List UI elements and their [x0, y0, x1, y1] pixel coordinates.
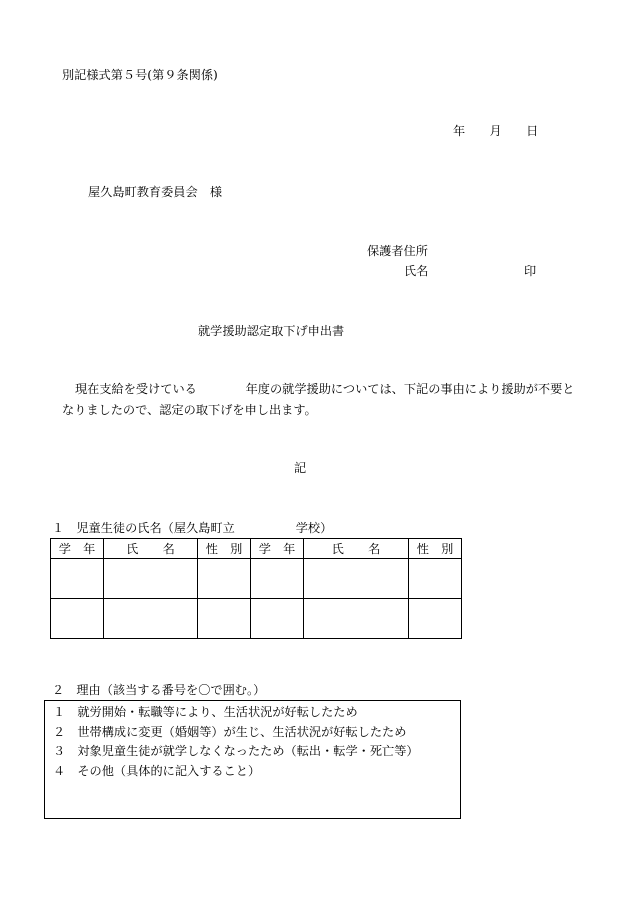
reason-box: [44, 700, 461, 819]
section1-heading: １ 児童生徒の氏名（屋久島町立 学校）: [52, 521, 333, 535]
table-row: [51, 599, 462, 639]
document-title: 就学援助認定取下げ申出書: [198, 324, 345, 338]
body-text-line-2: なりましたので、認定の取下げを申し出ます。: [62, 403, 317, 417]
section2-heading: ２ 理由（該当する番号を〇で囲む。）: [52, 683, 266, 697]
seal-mark: 印: [524, 264, 537, 278]
reason-item: １ 就労開始・転職等により、生活状況が好転したため: [53, 705, 358, 719]
form-number: 別記様式第５号(第９条関係): [62, 68, 218, 82]
body-text-line-1: 現在支給を受けている 年度の就学援助については、下記の事由により援助が不要と: [75, 382, 575, 396]
reason-item: ４ その他（具体的に記入すること）: [53, 764, 261, 778]
date-line: 年 月 日: [453, 124, 539, 138]
column-header-grade: 学 年: [251, 539, 304, 559]
name-cell: [304, 599, 409, 639]
guardian-address-label: 保護者住所: [367, 244, 428, 258]
column-header-name: 氏 名: [304, 539, 409, 559]
student-table: [50, 538, 462, 639]
table-row: [51, 559, 462, 599]
name-cell: [304, 559, 409, 599]
column-header-gender: 性 別: [198, 539, 251, 559]
gender-cell: [409, 599, 462, 639]
guardian-name-label: 氏名: [404, 264, 429, 278]
reason-item: ３ 対象児童生徒が就学しなくなったため（転出・転学・死亡等）: [53, 744, 419, 758]
name-cell: [104, 599, 198, 639]
column-header-grade: 学 年: [51, 539, 104, 559]
gender-cell: [198, 599, 251, 639]
column-header-name: 氏 名: [104, 539, 198, 559]
gender-cell: [409, 559, 462, 599]
table-header-row: [51, 539, 462, 559]
grade-cell: [251, 559, 304, 599]
grade-cell: [251, 599, 304, 639]
reason-item: ２ 世帯構成に変更（婚姻等）が生じ、生活状況が好転したため: [53, 725, 407, 739]
column-header-gender: 性 別: [409, 539, 462, 559]
grade-cell: [51, 559, 104, 599]
grade-cell: [51, 599, 104, 639]
name-cell: [104, 559, 198, 599]
gender-cell: [198, 559, 251, 599]
addressee: 屋久島町教育委員会 様: [88, 185, 223, 199]
ki-marker: 記: [294, 461, 307, 475]
